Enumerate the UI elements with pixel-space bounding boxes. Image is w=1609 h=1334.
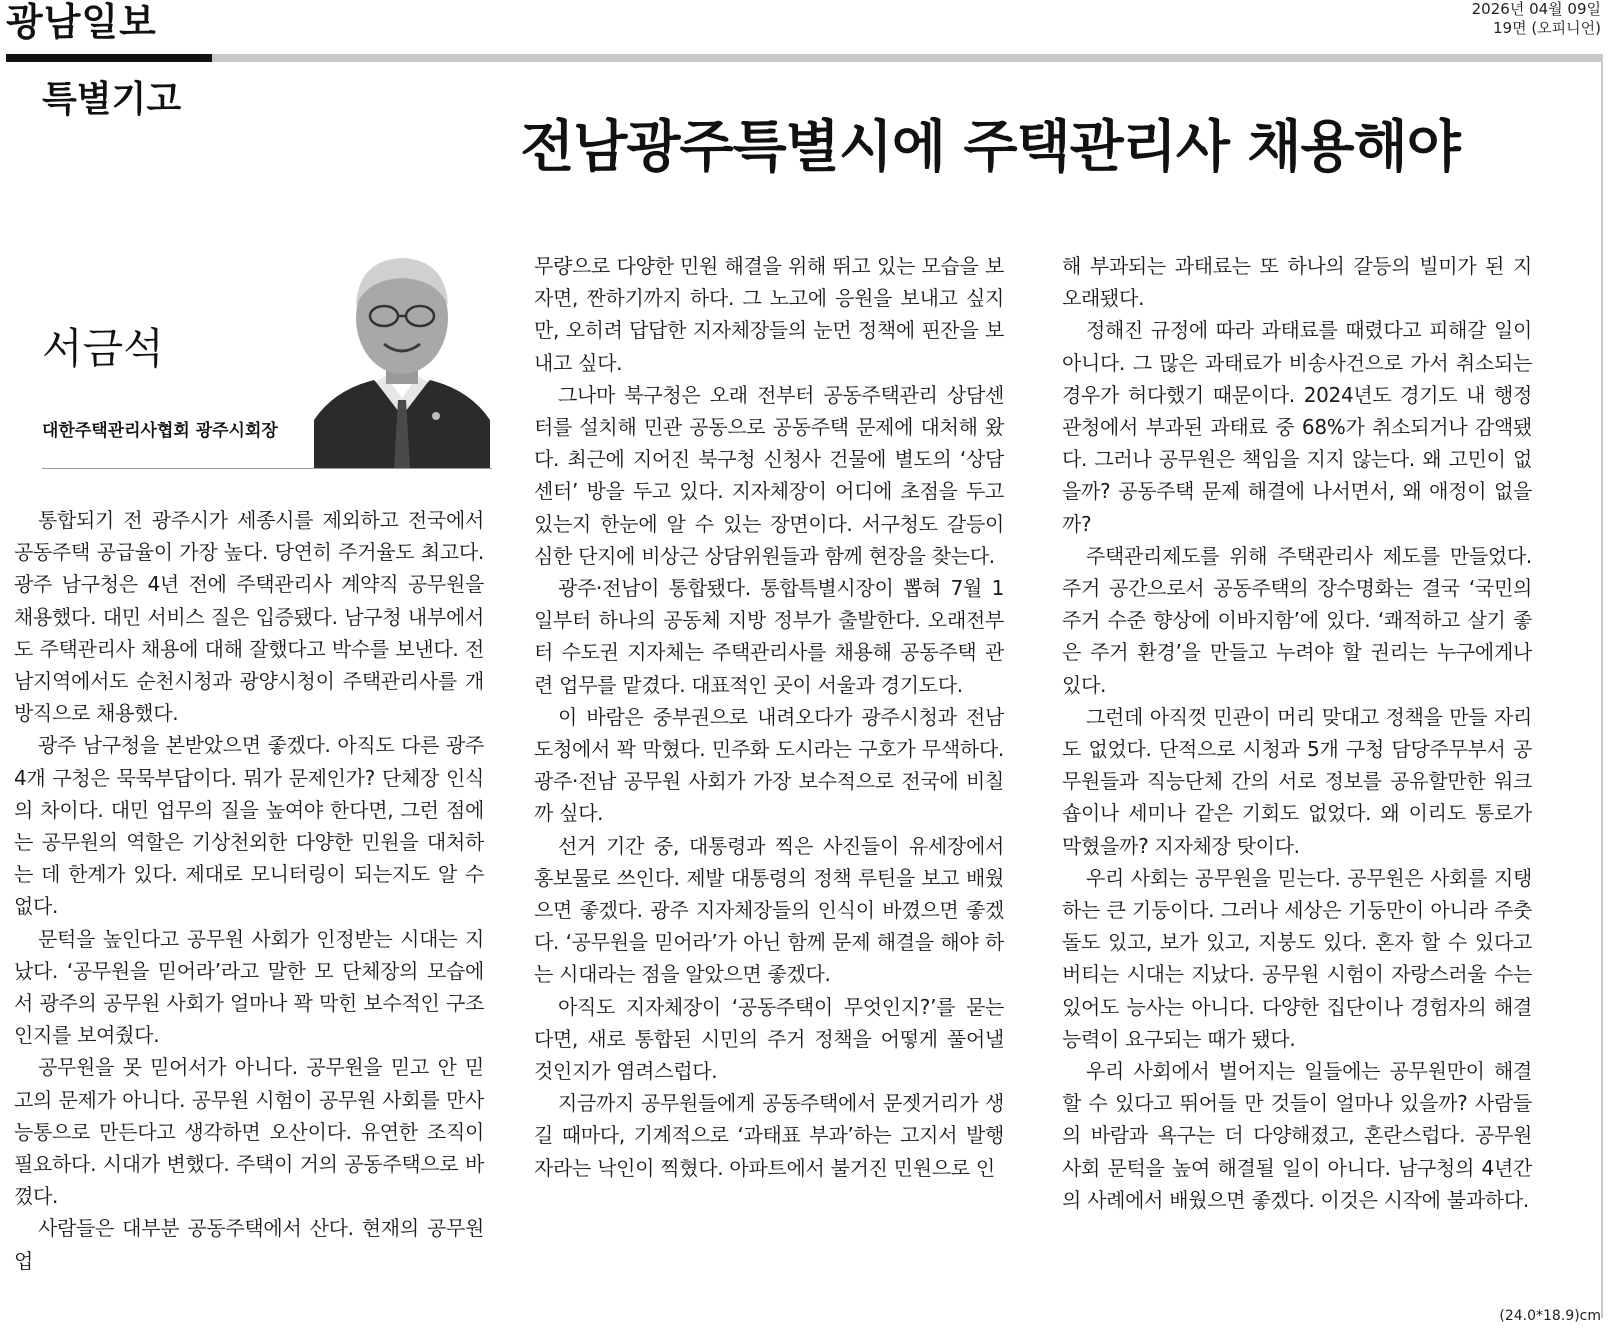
paragraph: 광주·전남이 통합됐다. 통합특별시장이 뽑혀 7월 1일부터 하나의 공동체 지방 정부가 출발한다. 오래전부터 수도권 지자체는 주택관리사를 채용해 공동주택 관련 업무를 맡겼다. 대표적인 곳이 서울과 경기도다. — [534, 576, 1004, 697]
paragraph: 문턱을 높인다고 공무원 사회가 인정받는 시대는 지났다. ‘공무원을 믿어라’라고 말한 모 단체장의 모습에서 광주의 공무원 사회가 얼마나 꽉 막힌 보수적인 구조인지를 보여줬다. — [14, 926, 484, 1048]
paragraph: 해 부과되는 과태료는 또 하나의 갈등의 빌미가 된 지 오래됐다. — [1062, 254, 1532, 311]
article-column-1 — [14, 504, 484, 1304]
paragraph: 사람들은 대부분 공동주택에서 산다. 현재의 공무원 업 — [14, 1216, 484, 1273]
article-column-3 — [1062, 250, 1532, 1290]
issue-date: 2026년 04월 09일 — [1471, 0, 1601, 18]
paragraph: 선거 기간 중, 대통령과 찍은 사진들이 유세장에서 홍보물로 쓰인다. 제발 대통령의 정책 루틴을 보고 배웠으면 좋겠다. 광주 지자체장들의 인식이 바꼈으면 좋겠다. ‘공무원을 믿어라’가 아닌 함께 문제 해결을 해야 하는 시대라는 점을 알았으면 좋겠다. — [534, 833, 1004, 987]
issue-meta — [1472, 0, 1601, 38]
paragraph: 아직도 지자체장이 ‘공동주택이 무엇인지?’를 묻는다면, 새로 통합된 시민의 주거 정책을 어떻게 풀어낼 것인지가 염려스럽다. — [534, 994, 1004, 1084]
paragraph: 통합되기 전 광주시가 세종시를 제외하고 전국에서 공동주택 공급율이 가장 높다. 당연히 주거율도 최고다. 광주 남구청은 4년 전에 주택관리사 계약직 공무원을 채용했다. 대민 서비스 질은 입증됐다. 남구청 내부에서도 주택관리사 채용에 대해 잘했다고 박수를 보낸다. 전남지역에서도 순천시청과 광양시청이 주택관리사를 개방직으로 채용했다. — [14, 508, 484, 726]
paragraph: 지금까지 공무원들에게 공동주택에서 문젯거리가 생길 때마다, 기계적으로 ‘과태표 부과’하는 고지서 발행자라는 낙인이 찍혔다. 아파트에서 불거진 민원으로 인 — [534, 1091, 1004, 1180]
paragraph: 그나마 북구청은 오래 전부터 공동주택관리 상담센터를 설치해 민관 공동으로 공동주택 문제에 대처해 왔다. 최근에 지어진 북구청 신청사 건물에 별도의 ‘상담센터’ 방을 두고 있다. 지자체장이 어디에 초점을 두고 있는지 한눈에 알 수 있는 장면이다. 서구청도 갈등이 심한 단지에 비상근 상담위원들과 함께 현장을 찾는다. — [534, 382, 1004, 568]
paragraph: 주택관리제도를 위해 주택관리사 제도를 만들었다. 주거 공간으로서 공동주택의 장수명화는 결국 ‘국민의 주거 수준 향상에 이바지함’에 있다. ‘쾌적하고 살기 좋은 주거 환경’을 만들고 누려야 할 권리는 누구에게나 있다. — [1062, 543, 1532, 697]
paragraph: 공무원을 못 믿어서가 아니다. 공무원을 믿고 안 믿고의 문제가 아니다. 공무원 시험이 공무원 사회를 만사 능통으로 만든다고 생각하면 오산이다. 유연한 조직이 필요하다. 시대가 변했다. 주택이 거의 공동주택으로 바꼈다. — [14, 1055, 484, 1209]
author-portrait-icon — [314, 240, 490, 468]
article-size-note: (24.0*18.9)cm — [1499, 1308, 1601, 1324]
paragraph: 우리 사회는 공무원을 믿는다. 공무원은 사회를 지탱하는 큰 기둥이다. 그러나 세상은 기둥만이 아니라 주춧돌도 있고, 보가 있고, 지붕도 있다. 혼자 할 수 있다고 버티는 시대는 지났다. 공무원 시험이 자랑스러울 수는 있어도 능사는 아니다. 다양한 집단이나 경험자의 해결 능력이 요구되는 때가 됐다. — [1062, 865, 1532, 1051]
author-title: 대한주택관리사협회 광주시회장 — [42, 421, 278, 441]
paragraph: 이 바람은 중부권으로 내려오다가 광주시청과 전남도청에서 꽉 막혔다. 민주화 도시라는 구호가 무색하다. 광주·전남 공무원 사회가 가장 보수적으로 전국에 비칠까 싶다. — [534, 704, 1004, 826]
header-rule — [6, 54, 1603, 62]
paragraph: 그런데 아직껏 민관이 머리 맞대고 정책을 만들 자리도 없었다. 단적으로 시청과 5개 구청 담당주무부서 공무원들과 직능단체 간의 서로 정보를 공유할만한 워크숍이나 세미나 같은 기회도 없었다. 왜 이리도 통로가 막혔을까? 지자체장 탓이다. — [1062, 704, 1532, 858]
header-rule-accent — [6, 54, 212, 62]
paragraph: 광주 남구청을 본받았으면 좋겠다. 아직도 다른 광주 4개 구청은 묵묵부답이다. 뭐가 문제인가? 단체장 인식의 차이다. 대민 업무의 질을 높여야 한다면, 그런 점에는 공무원의 역할은 기상천외한 다양한 민원을 대처하는 데 한계가 있다. 제대로 모니터링이 되는지도 알 수 없다. — [14, 733, 484, 919]
right-border-rule — [1601, 54, 1603, 1318]
paragraph: 무량으로 다양한 민원 해결을 위해 뛰고 있는 모습을 보자면, 짠하기까지 하다. 그 노고에 응원을 보내고 싶지만, 오히려 답답한 지자체장들의 눈먼 정책에 핀잔을 보내고 싶다. — [534, 254, 1004, 375]
author-byline — [42, 236, 492, 469]
page-info: 19면 (오피니언) — [1492, 19, 1601, 37]
article-column-2 — [534, 250, 1004, 1290]
author-name: 서금석 — [42, 324, 164, 373]
newspaper-name: 광남일보 — [6, 0, 157, 44]
paragraph: 정해진 규정에 따라 과태료를 때렸다고 피해갈 일이 아니다. 그 많은 과태료가 비송사건으로 가서 취소되는 경우가 허다했기 때문이다. 2024년도 경기도 내 행정관청에서 부과된 과태료 중 68%가 취소되거나 감액됐다. 그러나 공무원은 책임을 지지 않는다. 왜 고민이 없을까? 공동주택 문제 해결에 나서면서, 왜 애정이 없을까? — [1062, 318, 1532, 536]
section-label: 특별기고 — [42, 79, 182, 120]
article-headline: 전남광주특별시에 주택관리사 채용해야 — [520, 115, 1460, 180]
paragraph: 우리 사회에서 벌어지는 일들에는 공무원만이 해결할 수 있다고 뛰어들 만 것들이 얼마나 있을까? 사람들의 바람과 욕구는 더 다양해졌고, 혼란스럽다. 공무원 사회 문턱을 높여 해결될 일이 아니다. 남구청의 4년간의 사례에서 배웠으면 좋겠다. 이것은 시작에 불과하다. — [1062, 1059, 1532, 1212]
